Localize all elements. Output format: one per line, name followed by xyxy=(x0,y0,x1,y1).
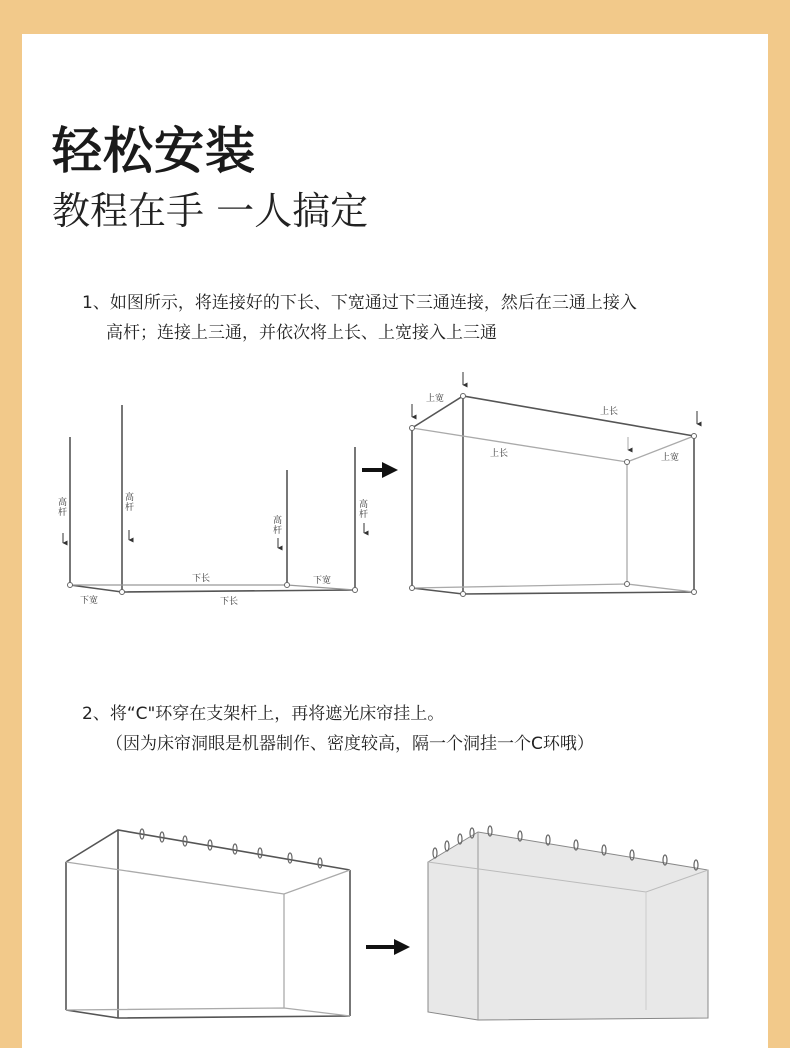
pole-labels xyxy=(58,491,368,536)
diagram-frame-with-rings xyxy=(66,829,350,1018)
label-bottom-long-back: 下长 xyxy=(192,574,211,584)
diagram-right-frame xyxy=(410,394,697,597)
arrow-right-icon-2 xyxy=(366,939,410,955)
step-1-line-1: 1、如图所示，将连接好的下长、下宽通过下三通连接，然后在三通上接入 xyxy=(82,293,637,313)
pole-label-3: 高杆 xyxy=(273,516,283,536)
diagram-left-poles xyxy=(70,405,355,592)
step-2-line-2: （因为床帘洞眼是机器制作、密度较高，隔一个洞挂一个C环哦） xyxy=(106,734,594,754)
label-top-wide-right: 上宽 xyxy=(661,453,680,463)
diagram-frame-with-curtain xyxy=(428,826,708,1020)
top-down-arrow-icons xyxy=(412,372,697,450)
label-bottom-wide-right: 下宽 xyxy=(313,576,332,586)
label-top-long-back: 上长 xyxy=(600,407,619,417)
pole-label-1: 高杆 xyxy=(58,498,68,518)
label-top-wide-left: 上宽 xyxy=(426,394,445,404)
page-title: 轻松安装 xyxy=(52,122,256,180)
arrow-right-icon xyxy=(362,462,398,478)
step-2-line-1: 2、将“C"环穿在支架杆上，再将遮光床帘挂上。 xyxy=(82,704,445,724)
label-top-long-front: 上长 xyxy=(490,449,509,459)
page-subtitle: 教程在手 一人搞定 xyxy=(52,189,369,233)
step-1-line-2: 高杆；连接上三通，并依次将上长、上宽接入上三通 xyxy=(106,323,497,343)
pole-label-2: 高杆 xyxy=(125,493,135,513)
label-bottom-wide-left: 下宽 xyxy=(80,596,99,606)
label-bottom-long-front: 下长 xyxy=(220,597,239,607)
down-arrow-icons xyxy=(63,523,364,548)
pole-label-4: 高杆 xyxy=(359,500,369,520)
